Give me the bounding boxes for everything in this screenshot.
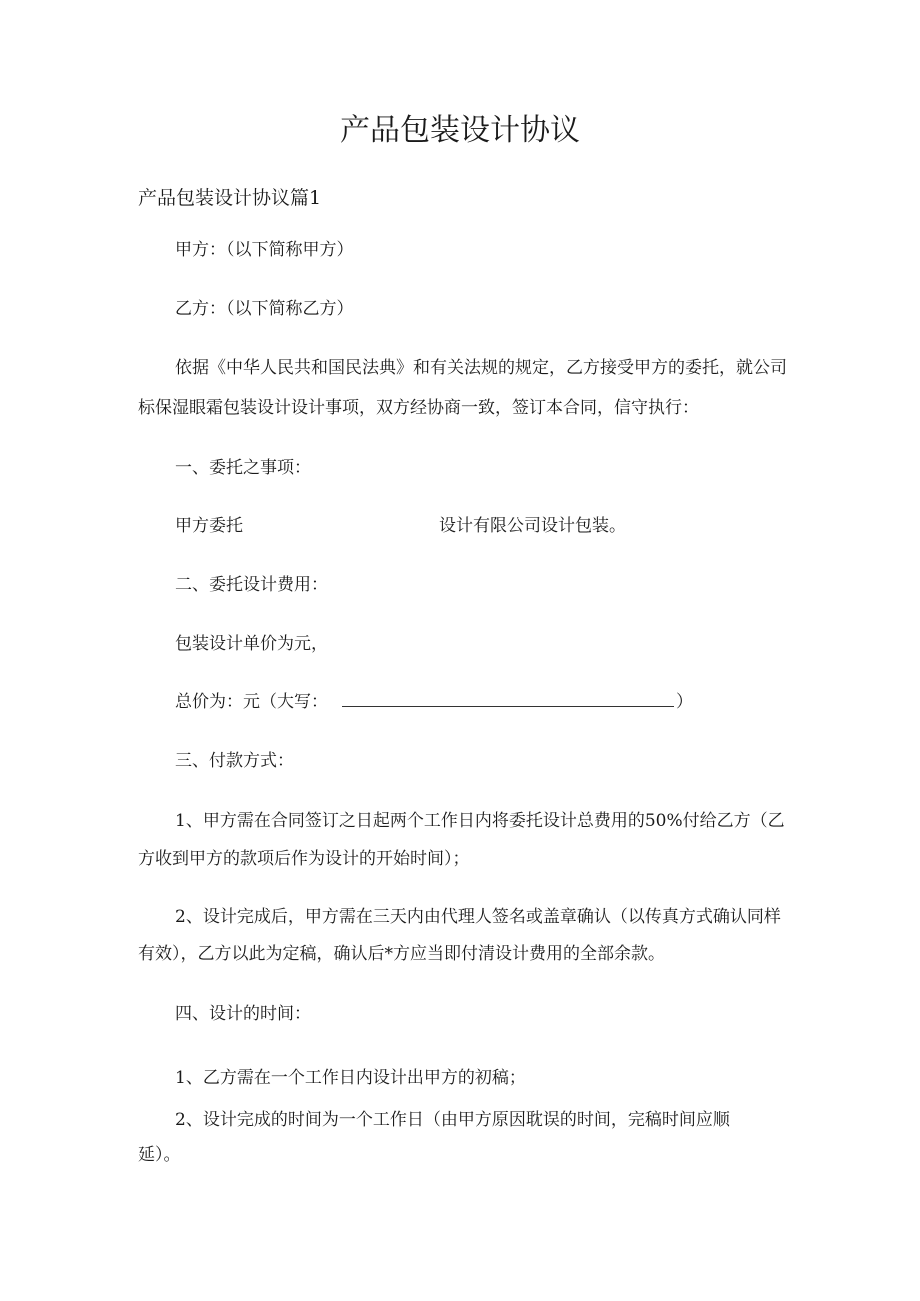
section-1-heading: 一、委托之事项：: [175, 458, 311, 478]
document-title: 产品包装设计协议: [340, 113, 580, 148]
total-price-line: [175, 692, 693, 712]
document-subtitle: 产品包装设计协议篇1: [138, 187, 322, 209]
party-b-line: 乙方：（以下简称乙方）: [175, 299, 354, 319]
time-2-line-2: 延）。: [138, 1145, 181, 1165]
party-a-line: 甲方：（以下简称甲方）: [175, 240, 354, 260]
unit-price-line: 包装设计单价为元，: [175, 634, 328, 654]
section-4-heading: 四、设计的时间：: [175, 1004, 311, 1024]
time-2-line-1: 2、设计完成的时间为一个工作日（由甲方原因耽误的时间，完稿时间应顺: [175, 1110, 730, 1130]
intro-line-2: 标保湿眼霜包装设计设计事项，双方经协商一致，签订本合同，信守执行：: [138, 398, 699, 418]
section-1-left: 甲方委托: [175, 516, 243, 536]
section-3-heading: 三、付款方式：: [175, 751, 294, 771]
amount-in-words-blank: [342, 692, 674, 707]
total-price-label: 总价为：元（大写：: [175, 692, 328, 712]
section-1-right: 设计有限公司设计包装。: [439, 516, 626, 536]
payment-1-line-2: 方收到甲方的款项后作为设计的开始时间）；: [138, 849, 470, 869]
total-price-close: ）: [676, 692, 693, 712]
payment-2-line-2: 有效），乙方以此为定稿，确认后*方应当即付清设计费用的全部余款。: [138, 944, 665, 964]
section-2-heading: 二、委托设计费用：: [175, 575, 328, 595]
intro-line-1: 依据《中华人民共和国民法典》和有关法规的规定，乙方接受甲方的委托，就公司: [175, 358, 787, 378]
time-1-line: 1、乙方需在一个工作日内设计出甲方的初稿；: [175, 1068, 526, 1088]
payment-1-line-1: 1、甲方需在合同签订之日起两个工作日内将委托设计总费用的50%付给乙方（乙: [175, 811, 785, 831]
payment-2-line-1: 2、设计完成后，甲方需在三天内由代理人签名或盖章确认（以传真方式确认同样: [175, 907, 781, 927]
